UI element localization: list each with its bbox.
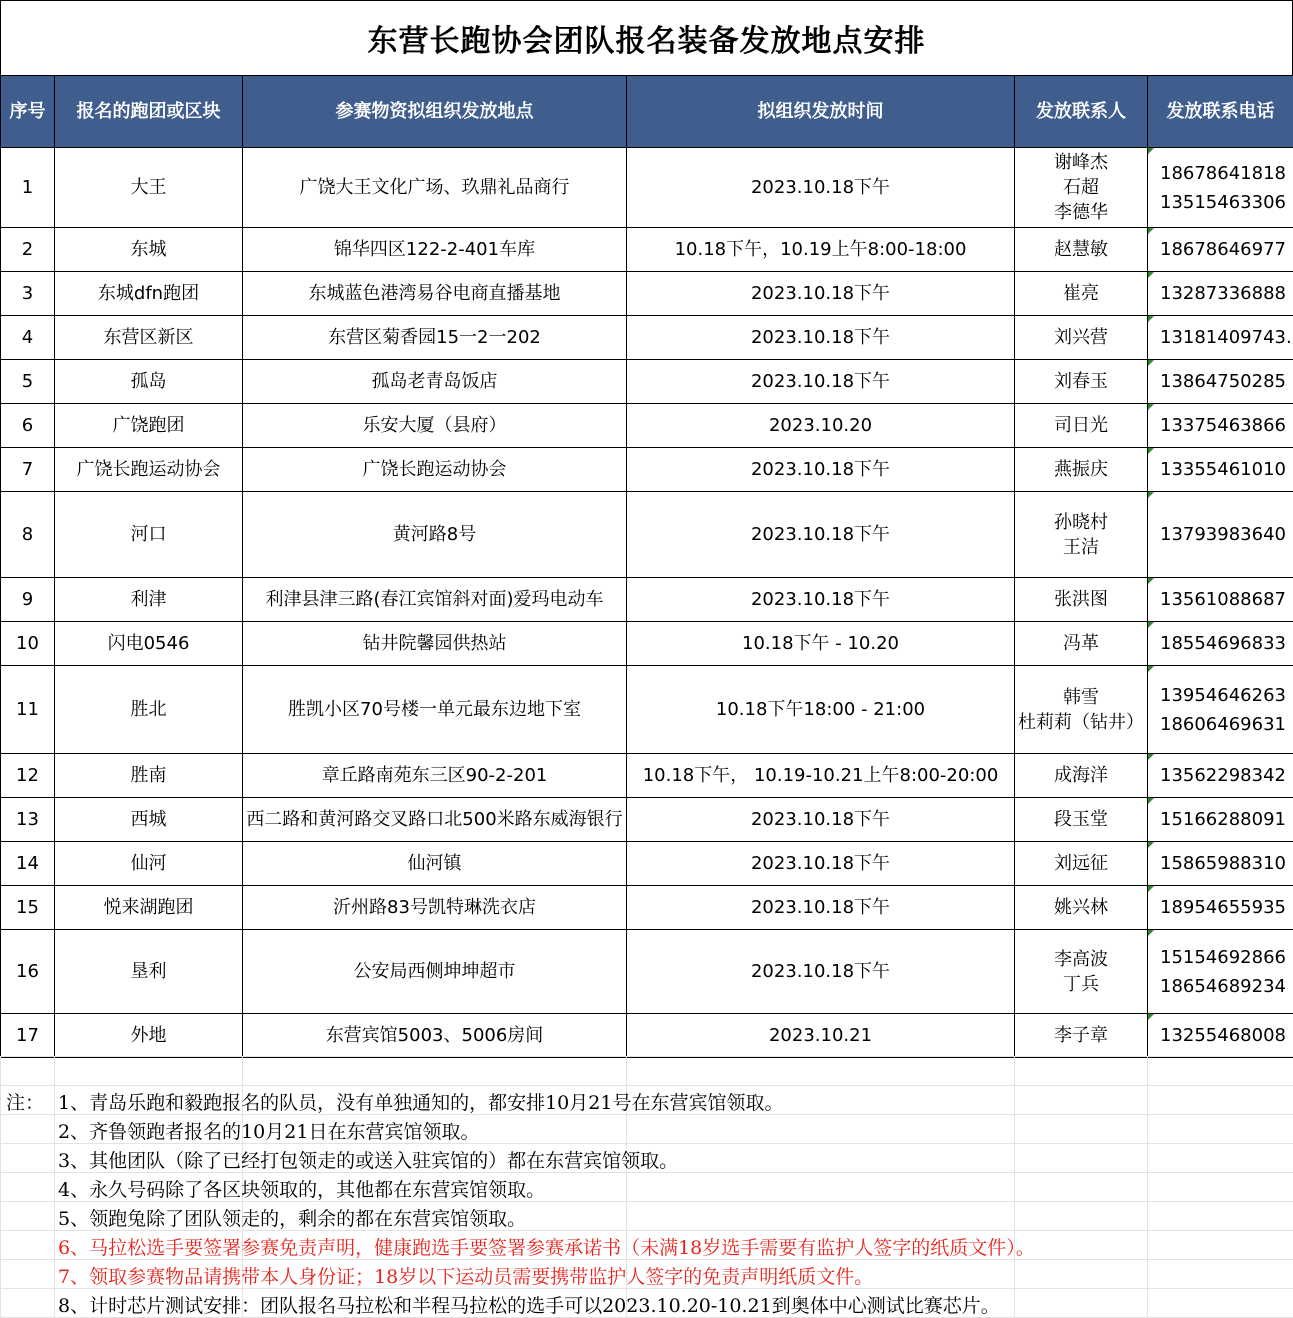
table-body xyxy=(1,148,1293,1058)
note-text: 8、计时芯片测试安排：团队报名马拉松和半程马拉松的选手可以2023.10.20-10.21到奥体中心测试比赛芯片。 xyxy=(58,1295,1000,1317)
cell-no: 17 xyxy=(1,1014,55,1058)
cell-team: 河口 xyxy=(55,492,243,578)
contact-name: 丁兵 xyxy=(1063,973,1099,995)
cell-contacts xyxy=(1015,666,1148,754)
table-row xyxy=(1,272,1293,316)
cell-phones xyxy=(1148,148,1293,228)
phone-number: 13562298342 xyxy=(1160,765,1286,786)
cell-phones xyxy=(1148,886,1293,930)
contact-name: 李德华 xyxy=(1054,202,1108,223)
header-phone: 发放联系电话 xyxy=(1148,76,1293,148)
phone-number: 13355461010 xyxy=(1160,459,1286,480)
table-row xyxy=(1,886,1293,930)
cell-time: 10.18下午18:00 - 21:00 xyxy=(627,666,1015,754)
contact-name: 赵慧敏 xyxy=(1054,239,1108,260)
phone-number: 13375463866 xyxy=(1160,415,1286,436)
cell-time: 2023.10.18下午 xyxy=(627,360,1015,404)
phone-number: 18954655935 xyxy=(1160,897,1286,918)
table-row xyxy=(1,148,1293,228)
note-label: 注： xyxy=(6,1092,45,1114)
table-row xyxy=(1,666,1293,754)
cell-time: 2023.10.18下午 xyxy=(627,148,1015,228)
phone-number: 13864750285 xyxy=(1160,371,1286,392)
cell-no: 6 xyxy=(1,404,55,448)
note-row xyxy=(0,1089,1293,1118)
phone-number: 18606469631 xyxy=(1160,713,1286,735)
table-row xyxy=(1,842,1293,886)
phone-number: 15865988310 xyxy=(1160,853,1286,874)
table-row xyxy=(1,622,1293,666)
phone-number: 13793983640 xyxy=(1160,524,1286,545)
cell-location: 黄河路8号 xyxy=(243,492,627,578)
cell-team: 大王 xyxy=(55,148,243,228)
notes-section xyxy=(0,1056,1293,1318)
contact-name: 成海洋 xyxy=(1054,765,1108,786)
note-row xyxy=(0,1118,1293,1147)
cell-time: 2023.10.18下午 xyxy=(627,886,1015,930)
cell-time: 2023.10.18下午 xyxy=(627,272,1015,316)
contact-name: 崔亮 xyxy=(1063,283,1099,304)
phone-number: 13287336888 xyxy=(1160,283,1286,304)
header-team: 报名的跑团或区块 xyxy=(55,76,243,148)
cell-location: 孤岛老青岛饭店 xyxy=(243,360,627,404)
phone-number: 18554696833 xyxy=(1160,633,1286,654)
note-text: 1、青岛乐跑和毅跑报名的队员，没有单独通知的，都安排10月21号在东营宾馆领取。 xyxy=(58,1092,784,1114)
cell-time: 10.18下午 - 10.20 xyxy=(627,622,1015,666)
table-row xyxy=(1,754,1293,798)
phone-number: 13561088687 xyxy=(1160,589,1286,610)
phone-number: 13515463306 xyxy=(1160,191,1286,213)
contact-name: 刘兴营 xyxy=(1054,327,1108,348)
cell-team: 胜南 xyxy=(55,754,243,798)
phone-number: 13954646263 xyxy=(1160,684,1286,706)
cell-time: 2023.10.18下午 xyxy=(627,578,1015,622)
table-row xyxy=(1,404,1293,448)
cell-phones xyxy=(1148,360,1293,404)
sheet-title: 东营长跑协会团队报名装备发放地点安排 xyxy=(0,0,1293,75)
cell-time: 2023.10.21 xyxy=(627,1014,1015,1058)
cell-contacts xyxy=(1015,404,1148,448)
cell-no: 9 xyxy=(1,578,55,622)
cell-team: 仙河 xyxy=(55,842,243,886)
note-row xyxy=(0,1292,1293,1318)
table-row xyxy=(1,798,1293,842)
cell-no: 16 xyxy=(1,930,55,1014)
cell-team: 利津 xyxy=(55,578,243,622)
cell-contacts xyxy=(1015,316,1148,360)
header-no: 序号 xyxy=(1,76,55,148)
cell-contacts xyxy=(1015,360,1148,404)
cell-no: 15 xyxy=(1,886,55,930)
cell-contacts xyxy=(1015,448,1148,492)
phone-number: 15166288091 xyxy=(1160,809,1286,830)
table-row xyxy=(1,492,1293,578)
cell-team: 西城 xyxy=(55,798,243,842)
distribution-table xyxy=(0,75,1293,1058)
table-row xyxy=(1,316,1293,360)
table-row xyxy=(1,930,1293,1014)
cell-no: 11 xyxy=(1,666,55,754)
header-time: 拟组织发放时间 xyxy=(627,76,1015,148)
cell-no: 14 xyxy=(1,842,55,886)
note-row xyxy=(0,1234,1293,1263)
contact-name: 段玉堂 xyxy=(1054,809,1108,830)
cell-contacts xyxy=(1015,578,1148,622)
cell-team: 胜北 xyxy=(55,666,243,754)
cell-phones xyxy=(1148,622,1293,666)
cell-team: 闪电0546 xyxy=(55,622,243,666)
cell-team: 悦来湖跑团 xyxy=(55,886,243,930)
contact-name: 张洪图 xyxy=(1054,589,1108,610)
cell-no: 4 xyxy=(1,316,55,360)
phone-number: 18678646977 xyxy=(1160,239,1286,260)
contact-name: 韩雪 xyxy=(1063,686,1099,708)
cell-time: 2023.10.18下午 xyxy=(627,842,1015,886)
note-text: 4、永久号码除了各区块领取的，其他都在东营宾馆领取。 xyxy=(58,1179,546,1201)
cell-phones xyxy=(1148,492,1293,578)
cell-contacts xyxy=(1015,754,1148,798)
cell-location: 公安局西侧坤坤超市 xyxy=(243,930,627,1014)
cell-no: 3 xyxy=(1,272,55,316)
cell-team: 广饶跑团 xyxy=(55,404,243,448)
cell-location: 钻井院馨园供热站 xyxy=(243,622,627,666)
note-text: 3、其他团队（除了已经打包领走的或送入驻宾馆的）都在东营宾馆领取。 xyxy=(58,1150,679,1172)
cell-contacts xyxy=(1015,492,1148,578)
cell-no: 1 xyxy=(1,148,55,228)
cell-contacts xyxy=(1015,886,1148,930)
cell-phones xyxy=(1148,1014,1293,1058)
note-text: 2、齐鲁领跑者报名的10月21日在东营宾馆领取。 xyxy=(58,1121,480,1143)
contact-name: 冯革 xyxy=(1063,633,1099,654)
contact-name: 司日光 xyxy=(1054,415,1108,436)
cell-location: 乐安大厦（县府） xyxy=(243,404,627,448)
cell-location: 东营区菊香园15一2一202 xyxy=(243,316,627,360)
contact-name: 李子章 xyxy=(1054,1025,1108,1046)
table-row xyxy=(1,578,1293,622)
cell-contacts xyxy=(1015,622,1148,666)
header-location: 参赛物资拟组织发放地点 xyxy=(243,76,627,148)
contact-name: 刘春玉 xyxy=(1054,371,1108,392)
cell-contacts xyxy=(1015,1014,1148,1058)
note-text: 7、领取参赛物品请携带本人身份证；18岁以下运动员需要携带监护人签字的免责声明纸质文件。 xyxy=(58,1266,874,1288)
contact-name: 孙晓村 xyxy=(1054,511,1108,533)
table-header-row xyxy=(1,76,1293,148)
note-row xyxy=(0,1176,1293,1205)
phone-number: 18654689234 xyxy=(1160,975,1286,997)
cell-time: 10.18下午，10.19上午8:00-18:00 xyxy=(627,228,1015,272)
cell-no: 5 xyxy=(1,360,55,404)
cell-phones xyxy=(1148,578,1293,622)
cell-contacts xyxy=(1015,228,1148,272)
cell-time: 2023.10.18下午 xyxy=(627,492,1015,578)
phone-number: 13181409743. xyxy=(1160,327,1292,348)
cell-contacts xyxy=(1015,798,1148,842)
cell-time: 2023.10.18下午 xyxy=(627,448,1015,492)
cell-team: 东营区新区 xyxy=(55,316,243,360)
contact-name: 王洁 xyxy=(1063,536,1099,558)
note-text: 5、领跑兔除了团队领走的，剩余的都在东营宾馆领取。 xyxy=(58,1208,527,1230)
cell-no: 10 xyxy=(1,622,55,666)
cell-no: 12 xyxy=(1,754,55,798)
cell-no: 8 xyxy=(1,492,55,578)
cell-phones xyxy=(1148,228,1293,272)
cell-team: 外地 xyxy=(55,1014,243,1058)
cell-location: 东城蓝色港湾易谷电商直播基地 xyxy=(243,272,627,316)
cell-contacts xyxy=(1015,148,1148,228)
table-row xyxy=(1,448,1293,492)
cell-time: 10.18下午， 10.19-10.21上午8:00-20:00 xyxy=(627,754,1015,798)
cell-phones xyxy=(1148,754,1293,798)
table-row xyxy=(1,1014,1293,1058)
cell-contacts xyxy=(1015,930,1148,1014)
cell-contacts xyxy=(1015,842,1148,886)
cell-location: 西二路和黄河路交叉路口北500米路东威海银行 xyxy=(243,798,627,842)
cell-contacts xyxy=(1015,272,1148,316)
cell-time: 2023.10.20 xyxy=(627,404,1015,448)
cell-phones xyxy=(1148,798,1293,842)
phone-number: 15154692866 xyxy=(1160,946,1286,968)
note-row xyxy=(0,1263,1293,1292)
cell-phones xyxy=(1148,316,1293,360)
cell-location: 锦华四区122-2-401车库 xyxy=(243,228,627,272)
table-row xyxy=(1,360,1293,404)
cell-team: 东城dfn跑团 xyxy=(55,272,243,316)
note-row xyxy=(0,1205,1293,1234)
cell-location: 仙河镇 xyxy=(243,842,627,886)
cell-team: 孤岛 xyxy=(55,360,243,404)
cell-location: 东营宾馆5003、5006房间 xyxy=(243,1014,627,1058)
cell-team: 垦利 xyxy=(55,930,243,1014)
table-row xyxy=(1,228,1293,272)
cell-team: 广饶长跑运动协会 xyxy=(55,448,243,492)
contact-name: 姚兴林 xyxy=(1054,897,1108,918)
cell-location: 广饶长跑运动协会 xyxy=(243,448,627,492)
cell-phones xyxy=(1148,448,1293,492)
contact-name: 刘远征 xyxy=(1054,853,1108,874)
cell-location: 利津县津三路(春江宾馆斜对面)爱玛电动车 xyxy=(243,578,627,622)
header-contact: 发放联系人 xyxy=(1015,76,1148,148)
cell-location: 胜凯小区70号楼一单元最东边地下室 xyxy=(243,666,627,754)
cell-location: 沂州路83号凯特琳洗衣店 xyxy=(243,886,627,930)
contact-name: 石超 xyxy=(1063,177,1099,198)
cell-phones xyxy=(1148,666,1293,754)
cell-phones xyxy=(1148,404,1293,448)
phone-number: 18678641818 xyxy=(1160,162,1286,184)
phone-number: 13255468008 xyxy=(1160,1025,1286,1046)
cell-location: 广饶大王文化广场、玖鼎礼品商行 xyxy=(243,148,627,228)
cell-location: 章丘路南苑东三区90-2-201 xyxy=(243,754,627,798)
contact-name: 燕振庆 xyxy=(1054,459,1108,480)
cell-phones xyxy=(1148,842,1293,886)
cell-team: 东城 xyxy=(55,228,243,272)
cell-no: 13 xyxy=(1,798,55,842)
cell-time: 2023.10.18下午 xyxy=(627,316,1015,360)
contact-name: 杜莉莉（钻井） xyxy=(1018,711,1144,733)
note-row xyxy=(0,1147,1293,1176)
contact-name: 谢峰杰 xyxy=(1054,152,1108,173)
note-text: 6、马拉松选手要签署参赛免责声明，健康跑选手要签署参赛承诺书（未满18岁选手需要有监护人签字的纸质文件）。 xyxy=(58,1237,1035,1259)
cell-phones xyxy=(1148,930,1293,1014)
contact-name: 李高波 xyxy=(1054,948,1108,970)
cell-no: 7 xyxy=(1,448,55,492)
cell-no: 2 xyxy=(1,228,55,272)
cell-phones xyxy=(1148,272,1293,316)
cell-time: 2023.10.18下午 xyxy=(627,798,1015,842)
cell-time: 2023.10.18下午 xyxy=(627,930,1015,1014)
